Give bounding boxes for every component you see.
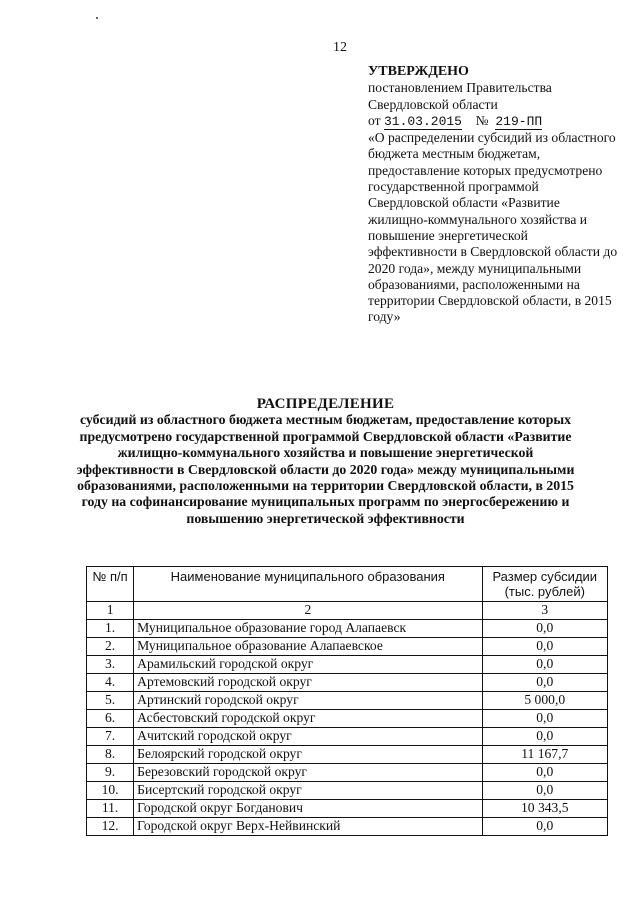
row-num: 3.	[87, 656, 134, 674]
header-name: Наименование муниципального образования	[134, 567, 482, 602]
index-cell-2: 2	[134, 602, 482, 620]
index-cell-3: 3	[482, 602, 608, 620]
row-sum: 11 167,7	[482, 746, 608, 764]
row-sum: 0,0	[482, 620, 608, 638]
table-row	[87, 620, 608, 638]
approval-line-2: Свердловской области	[368, 96, 498, 112]
row-sum: 10 343,5	[482, 800, 608, 818]
table-row	[87, 638, 608, 656]
row-sum: 0,0	[482, 728, 608, 746]
header-num: № п/п	[87, 567, 134, 602]
approval-reference	[368, 113, 620, 130]
approval-stamp	[368, 64, 620, 326]
heading-subtitle: субсидий из областного бюджета местным бюджетам, предоставление которых предусмотрено государственной программой Свердловской области «Развитие жилищно-коммунального хозяйства и повышение энергетической эффективности в Свердловской области до 2020 года» между муниципальными образованиями, расположенными на территории Свердловской области, в 2015 году на софинансирование муниципальных программ по энергосбережению и повышению энергетической эффективности	[76, 412, 575, 526]
row-name: Муниципальное образование Алапаевское	[134, 638, 482, 656]
header-sum: Размер субсидии (тыс. рублей)	[482, 567, 608, 602]
table-row	[87, 746, 608, 764]
row-name: Бисертский городской округ	[134, 782, 482, 800]
row-num: 9.	[87, 764, 134, 782]
row-num: 6.	[87, 710, 134, 728]
index-cell-1: 1	[87, 602, 134, 620]
approval-date: 31.03.2015	[383, 113, 462, 129]
date-prefix: от	[368, 112, 381, 128]
row-sum: 0,0	[482, 656, 608, 674]
row-num: 10.	[87, 782, 134, 800]
scan-speck	[96, 17, 98, 19]
row-name: Городской округ Богданович	[134, 800, 482, 818]
number-prefix: №	[475, 112, 489, 128]
table-row	[87, 710, 608, 728]
row-num: 2.	[87, 638, 134, 656]
table-header-row	[87, 567, 608, 602]
document-heading	[68, 396, 583, 527]
row-name: Ачитский городской округ	[134, 728, 482, 746]
row-name: Городской округ Верх-Нейвинский	[134, 818, 482, 836]
row-num: 11.	[87, 800, 134, 818]
row-name: Белоярский городской округ	[134, 746, 482, 764]
row-name: Артемовский городской округ	[134, 674, 482, 692]
row-name: Арамильский городской округ	[134, 656, 482, 674]
row-sum: 0,0	[482, 710, 608, 728]
row-sum: 0,0	[482, 782, 608, 800]
row-name: Асбестовский городской округ	[134, 710, 482, 728]
row-num: 8.	[87, 746, 134, 764]
table-row	[87, 782, 608, 800]
table-row	[87, 764, 608, 782]
table-row	[87, 674, 608, 692]
heading-title: РАСПРЕДЕЛЕНИЕ	[256, 396, 395, 412]
page-number: 12	[333, 40, 347, 55]
row-num: 4.	[87, 674, 134, 692]
row-sum: 0,0	[482, 818, 608, 836]
approval-subject: «О распределении субсидий из областного бюджета местным бюджетам, предоставление которых предусмотрено государственной программой Свердловской области «Развитие жилищно-коммунального хозяйства и повышение энергетической эффективности в Свердловской области до 2020 года», между муниципальными образованиями, расположенными на территории Свердловской области, в 2015 году»	[368, 130, 618, 325]
table-index-row	[87, 602, 608, 620]
row-name: Муниципальное образование город Алапаевск	[134, 620, 482, 638]
row-sum: 5 000,0	[482, 692, 608, 710]
table-row	[87, 818, 608, 836]
row-num: 1.	[87, 620, 134, 638]
table-row	[87, 692, 608, 710]
approval-number: 219-ПП	[495, 113, 543, 129]
row-sum: 0,0	[482, 638, 608, 656]
row-sum: 0,0	[482, 764, 608, 782]
approval-title: УТВЕРЖДЕНО	[368, 64, 469, 79]
table-row	[87, 728, 608, 746]
row-name: Березовский городской округ	[134, 764, 482, 782]
table-row	[87, 800, 608, 818]
subsidy-table	[86, 566, 608, 836]
row-num: 12.	[87, 818, 134, 836]
row-num: 7.	[87, 728, 134, 746]
row-name: Артинский городской округ	[134, 692, 482, 710]
approval-line-1: постановлением Правительства	[368, 80, 552, 96]
row-sum: 0,0	[482, 674, 608, 692]
table-row	[87, 656, 608, 674]
row-num: 5.	[87, 692, 134, 710]
